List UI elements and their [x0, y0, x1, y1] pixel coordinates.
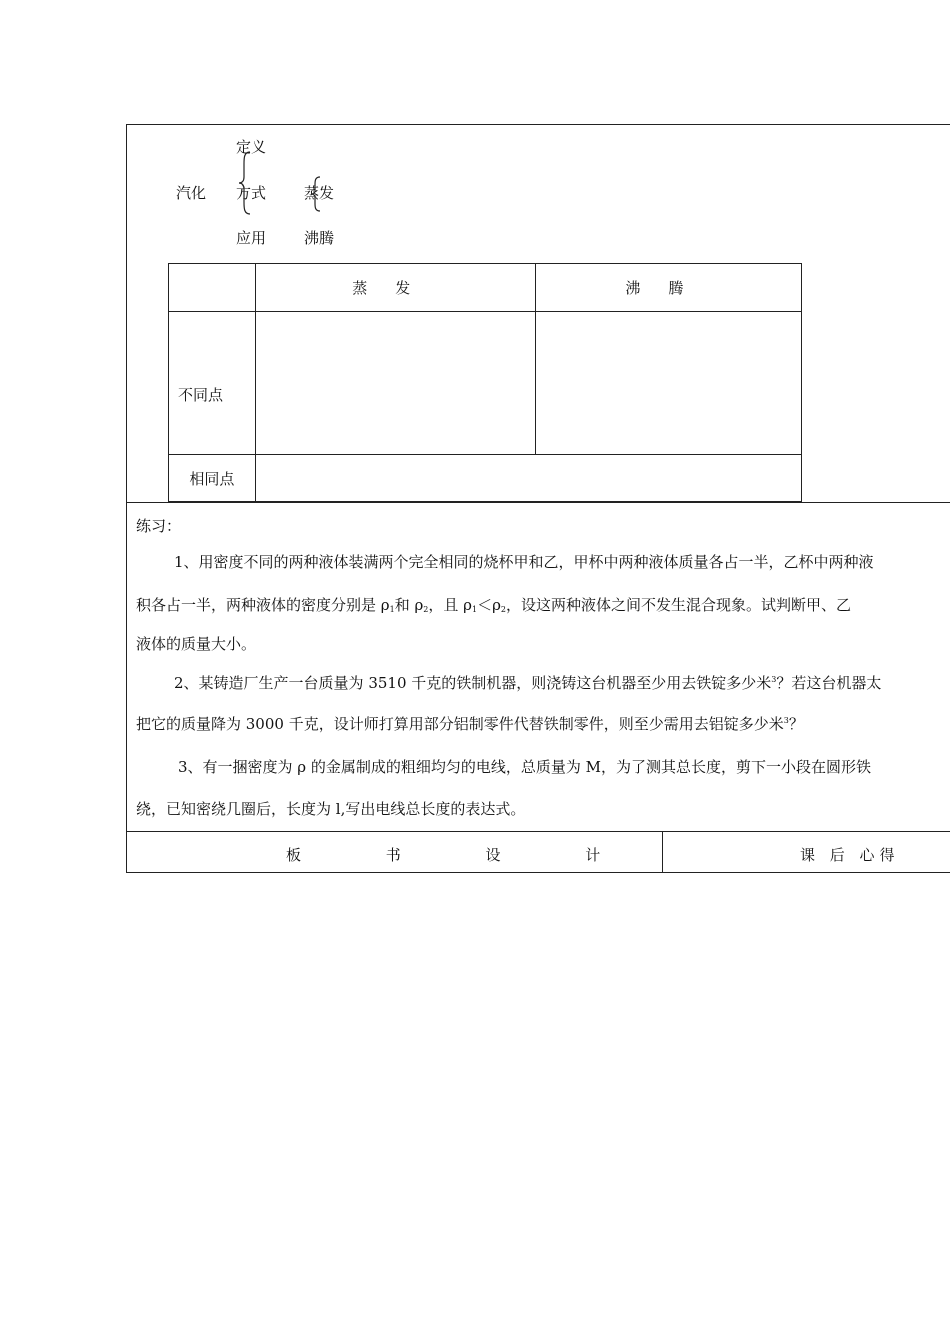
frame-left [126, 124, 127, 873]
cell-diff-evaporation [255, 312, 535, 455]
row-label-diff-text: 不同点 [178, 386, 224, 404]
cell-same [255, 455, 801, 502]
board-design-label: 板 书 设 计 [286, 846, 641, 864]
brace-main-icon [238, 150, 254, 216]
outline-def: 定义 [236, 138, 267, 156]
row-label-diff [169, 312, 256, 455]
q2-line-1: 2、某铸造厂生产一台质量为 3510 千克的铁制机器，则浇铸这台机器至少用去铁锭多少米$^3$？若这台机器太 [174, 674, 882, 692]
q2-line-2: 把它的质量降为 3000 千克，设计师打算用部分铝制零件代替铁制零件，则至少需用去铝锭多少米$^3$？ [136, 715, 804, 733]
frame-bottom [126, 872, 950, 873]
q1-line-2: 积各占一半，两种液体的密度分别是 $\rho_1$和 $\rho_2$，且 $\rho_1<\rho_2$，设这两种液体之间不发生混合现象。试判断甲、乙 [136, 596, 851, 614]
corner-cell [169, 264, 256, 312]
frame-top [126, 124, 950, 125]
q1-line-3: 液体的质量大小。 [136, 635, 257, 653]
outline-method: 方式 [236, 184, 267, 202]
header-boiling: 沸腾 [535, 264, 801, 312]
outline-boiling: 沸腾 [304, 229, 335, 247]
q3-line-1: 3、有一捆密度为 ρ 的金属制成的粗细均匀的电线，总质量为 M，为了测其总长度，剪下一小段在圆形铁 [178, 758, 872, 776]
q1-line-1: 1、用密度不同的两种液体装满两个完全相同的烧杯甲和乙，甲杯中两种液体质量各占一半，乙杯中两种液 [174, 553, 874, 571]
cell-diff-boiling [535, 312, 801, 455]
q3-line-2: 绕，已知密绕几圈后，长度为 l,写出电线总长度的表达式。 [136, 800, 526, 818]
outline-root: 汽化 [176, 184, 207, 202]
exercise-title: 练习： [136, 517, 182, 535]
compare-table [168, 263, 802, 502]
frame-divider-1 [126, 502, 950, 503]
row-label-same [169, 455, 256, 502]
frame-divider-2 [126, 831, 950, 832]
brace-method-icon [310, 176, 322, 212]
header-evaporation: 蒸发 [255, 264, 535, 312]
reflection-label: 课 后 心得 [800, 846, 900, 864]
row-label-same-text: 相同点 [189, 469, 235, 488]
outline-application: 应用 [236, 229, 267, 247]
footer-divider [662, 831, 663, 873]
outline-evaporation: 蒸发 [304, 184, 335, 202]
